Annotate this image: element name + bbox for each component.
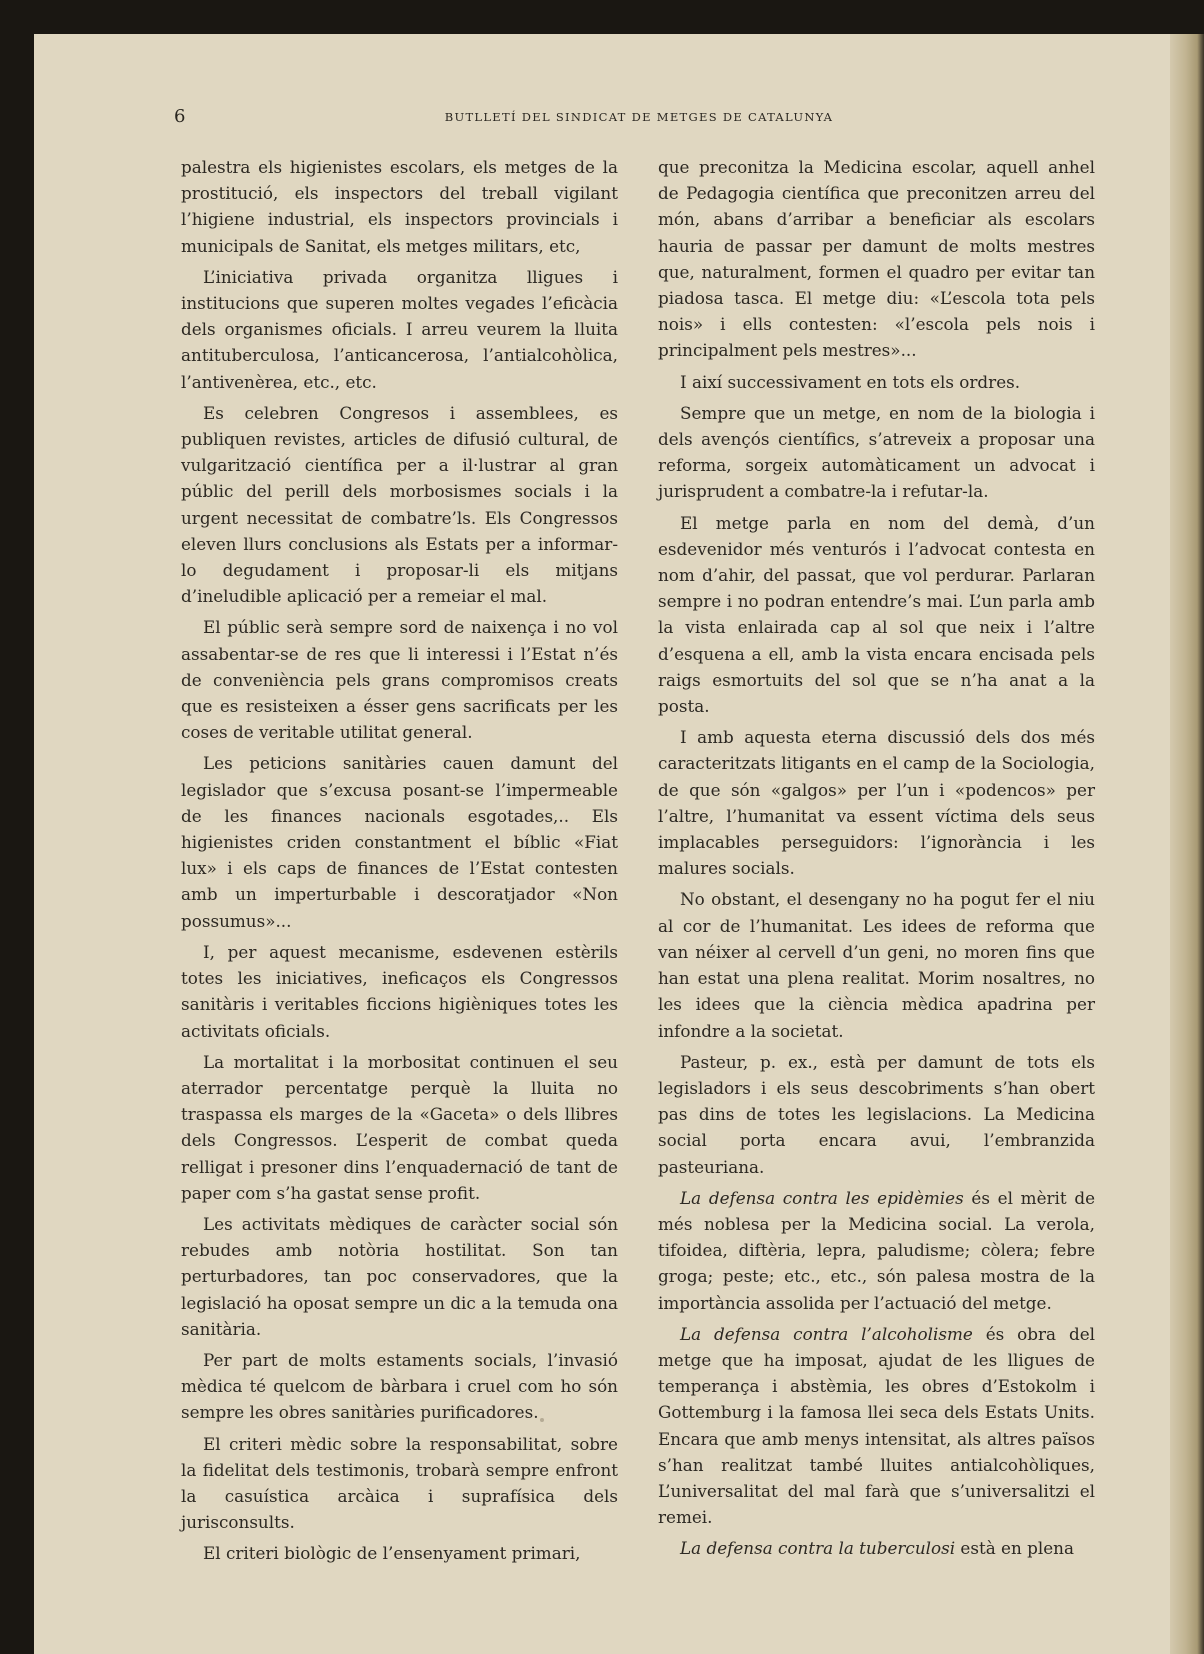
paragraph	[181, 1540, 618, 1566]
paragraph	[181, 1431, 618, 1536]
paragraph	[181, 750, 618, 933]
paragraph	[658, 1185, 1095, 1316]
paragraph	[181, 939, 618, 1044]
paragraph-text: palestra els higienistes escolars, els metges de la prostitució, els inspectors del treball vigilant l’higiene industrial, els inspectors provincials i municipals de Sanitat, els metges militars, etc,	[181, 157, 618, 256]
paragraph-text: Sempre que un metge, en nom de la biologia i dels avençós científics, s’atreveix a proposar una reforma, sorgeix automàticament un advocat i jurisprudent a combatre-la i refutar-la.	[658, 402, 1095, 502]
left-column	[181, 154, 618, 1572]
paragraph-text: Les activitats mèdiques de caràcter social són rebudes amb notòria hostilitat. Son tan perturbadores, tan poc conservadores, que la legislació ha oposat sempre un dic a la temuda ona sanitària.	[181, 1213, 618, 1339]
paragraph-text: Les peticions sanitàries cauen damunt del legislador que s’excusa posant-se l’impermeable de les finances nacionals esgotades,.. Els higienistes criden constantment el bíblic «Fiat lux» i els caps de finances de l’Estat contesten amb un imperturbable i descoratjador «Non possumus»...	[181, 753, 618, 931]
paragraph-text: Es celebren Congresos i assemblees, es publiquen revistes, articles de difusió cultural, de vulgarització científica per a il·lustrar al gran públic del perill dels morbosismes socials i la urgent necessitat de combatre’ls. Els Congressos eleven llurs conclusions als Estats per a informar-lo degudament i proposar-li els mitjans d’ineludible aplicació per a remeiar el mal.	[181, 402, 618, 607]
paragraph-text: és obra del metge que ha imposat, ajudat de les lligues de temperança i abstèmia, les obres d’Estokolm i Gottemburg i la famosa llei seca dels Estats Units. Encara que amb menys intensitat, als altres països s’han realitzat també lluites antialcohòliques, L’universalitat del mal farà que s’universalitzi el remei.	[658, 1323, 1095, 1528]
paragraph-text: I amb aquesta eterna discussió dels dos més caracteritzats litigants en el camp de la Sociologia, de que són «galgos» per l’un i «podencos» per l’altre, l’humanitat va essent víctima dels seus implacables perseguidors: l’ignorància i les malures socials.	[658, 727, 1095, 879]
paragraph	[181, 400, 618, 610]
paragraph-text: El metge parla en nom del demà, d’un esdevenidor més venturós i l’advocat contesta en nom d’ahir, del passat, que vol perdurar. Parlaran sempre i no podran entendre’s mai. L’un parla amb la vista enlairada cap al sol que neix i l’altre d’esquena a ell, amb la vista encara encisada pels raigs esmortuits del sol que se n’ha anat a la posta.	[658, 512, 1095, 717]
paper-speck	[540, 1418, 544, 1422]
right-column	[658, 154, 1095, 1567]
paragraph	[181, 1049, 618, 1206]
paragraph-text: que preconitza la Medicina escolar, aquell anhel de Pedagogia científica que preconitzen arreu del món, abans d’arribar a beneficiar als escolars hauria de passar per damunt de molts mestres que, naturalment, formen el quadro per evitar tan piadosa tasca. El metge diu: «L’escola tota pels nois» i ells contesten: «l’escola pels nois i principalment pels mestres»...	[658, 157, 1095, 361]
page-number: 6	[174, 106, 186, 127]
paragraph	[658, 1535, 1095, 1561]
paragraph	[181, 1211, 618, 1342]
page-edge	[1170, 34, 1204, 1654]
paragraph	[658, 510, 1095, 720]
paragraph	[181, 1347, 618, 1426]
paragraph	[181, 264, 618, 395]
paragraph-text: I així successivament en tots els ordres.	[680, 371, 1021, 392]
document-page	[34, 34, 1204, 1654]
page-header	[174, 106, 1104, 130]
paragraph-text: Pasteur, p. ex., està per damunt de tots els legisladors i els seus descobriments s’han obert pas dins de totes les legislacions. La Medicina social porta encara avui, l’embranzida pasteuriana.	[658, 1051, 1095, 1177]
paragraph	[658, 886, 1095, 1043]
paragraph-text: L’iniciativa privada organitza lligues i institucions que superen moltes vegades l’eficàcia dels organismes oficials. I arreu veurem la lluita antituberculosa, l’anticancerosa, l’antialcohòlica, l’antivenèrea, etc., etc.	[181, 266, 618, 392]
paragraph	[181, 614, 618, 745]
paragraph-text: Per part de molts estaments socials, l’invasió mèdica té quelcom de bàrbara i cruel com ho són sempre les obres sanitàries purificadores.	[181, 1349, 618, 1423]
paragraph-text: El públic serà sempre sord de naixença i no vol assabentar-se de res que li interessi i l’Estat n’és de conveniència pels grans compromisos creats que es resisteixen a ésser gens sacrificats per les coses de veritable utilitat general.	[181, 617, 618, 743]
paragraph-text: El criteri biològic de l’ensenyament primari,	[203, 1543, 581, 1564]
paragraph	[658, 724, 1095, 881]
paragraph	[658, 154, 1095, 364]
italic-heading: La defensa contra les epidèmies	[680, 1187, 964, 1208]
italic-heading: La defensa contra la tuberculosi	[680, 1538, 956, 1559]
paragraph	[658, 400, 1095, 505]
running-head: BUTLLETÍ DEL SINDICAT DE METGES DE CATALUNYA	[444, 110, 834, 124]
paragraph-text: El criteri mèdic sobre la responsabilitat, sobre la fidelitat dels testimonis, trobarà sempre enfront la casuística arcàica i suprafísica dels jurisconsults.	[181, 1433, 618, 1533]
paragraph-text: està en plena	[955, 1538, 1074, 1559]
paragraph	[658, 369, 1095, 395]
paragraph-text: No obstant, el desengany no ha pogut fer el niu al cor de l’humanitat. Les idees de reforma que van néixer al cervell d’un geni, no moren fins que han estat una plena realitat. Morim nosaltres, no les idees que la ciència mèdica apadrina per infondre a la societat.	[658, 889, 1095, 1041]
paragraph-text: és el mèrit de més noblesa per la Medicina social. La verola, tifoidea, diftèria, lepra, paludisme; còlera; febre groga; peste; etc., etc., són palesa mostra de la importància assolida per l’actuació del metge.	[658, 1187, 1095, 1313]
paragraph	[658, 1321, 1095, 1531]
paragraph-text: La mortalitat i la morbositat continuen el seu aterrador percentatge perquè la lluita no traspassa els marges de la «Gaceta» o dels llibres dels Congressos. L’esperit de combat queda relligat i presoner dins l’enquadernació de tant de paper com s’ha gastat sense profit.	[181, 1051, 618, 1203]
paragraph-text: I, per aquest mecanisme, esdevenen estèrils totes les iniciatives, ineficaços els Congressos sanitàris i veritables ficcions higièniques totes les activitats oficials.	[181, 941, 618, 1041]
italic-heading: La defensa contra l’alcoholisme	[680, 1323, 973, 1344]
paragraph	[658, 1049, 1095, 1180]
paragraph	[181, 154, 618, 259]
